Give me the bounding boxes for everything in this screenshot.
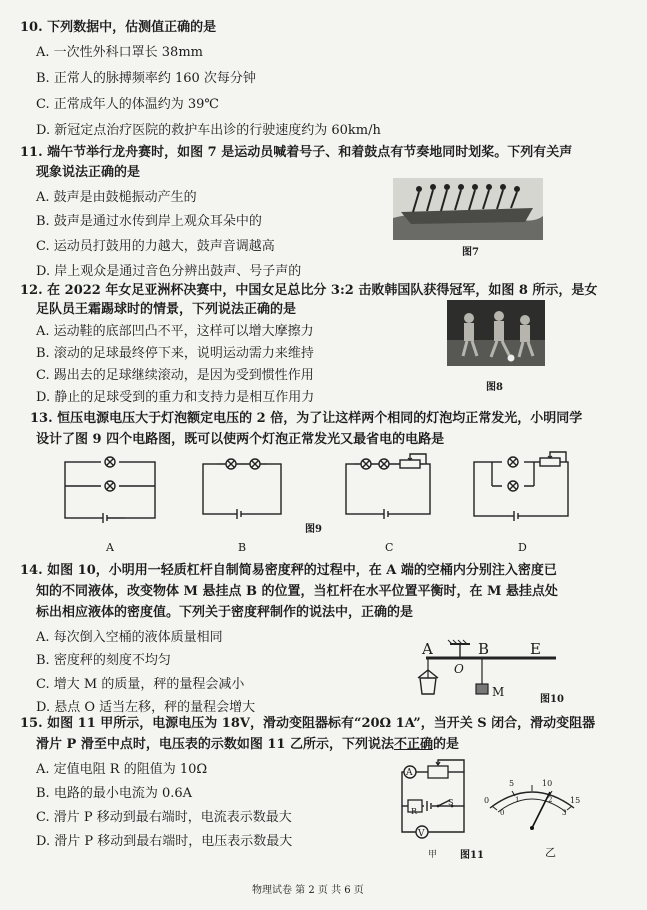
q12-stem-line2: 足队员王霜踢球时的情景，下列说法正确的是 xyxy=(36,302,297,317)
q10-stem: 10. 下列数据中，估测值正确的是 xyxy=(20,20,217,35)
circuit-a-diagram xyxy=(63,458,159,522)
figure-10-caption: 图10 xyxy=(540,694,564,705)
q15-stem-main: 滑片 P 滑至中点时，电压表的示数如图 11 乙所示，下列说法 xyxy=(36,737,394,752)
q11-stem-line1: 11. 端午节举行龙舟赛时，如图 7 是运动员喊着号子、和着鼓点有节奏地同时划桨。下列有关声 xyxy=(20,145,573,160)
q15-option-d: D. 滑片 P 移动到最右端时，电压表示数最大 xyxy=(36,834,293,849)
resistor-label: R xyxy=(411,807,418,816)
q15-option-b: B. 电路的最小电流为 0.6A xyxy=(36,786,193,801)
q12-option-c: C. 踢出去的足球继续滚动，是因为受到惯性作用 xyxy=(36,368,314,383)
dial-inner-0: 0 xyxy=(500,809,505,817)
q14-option-b: B. 密度秤的刻度不均匀 xyxy=(36,653,171,668)
q12-option-b: B. 滚动的足球最终停下来，说明运动需力来维持 xyxy=(36,346,314,361)
voltmeter-symbol: V xyxy=(418,829,425,839)
circuit-d-label: D xyxy=(518,541,527,554)
q11-stem-line2: 现象说法正确的是 xyxy=(36,165,141,180)
q14-option-c: C. 增大 M 的质量，秤的量程会减小 xyxy=(36,677,245,692)
lever-label-b: B xyxy=(478,640,490,658)
q10-option-b: B. 正常人的脉搏频率约 160 次每分钟 xyxy=(36,71,256,86)
ammeter-symbol: A xyxy=(406,768,413,778)
lever-label-e: E xyxy=(530,640,541,658)
voltmeter-dial xyxy=(484,772,580,832)
q14-stem-line1: 14. 如图 10，小明用一轻质杠杆自制简易密度秤的过程中，在 A 端的空桶内分别注入密度已 xyxy=(20,563,557,578)
q15-stem-line2 xyxy=(36,737,459,753)
q14-stem-line3: 标出相应液体的密度值。下列关于密度秤制作的说法中，正确的是 xyxy=(36,605,414,620)
figure-7-caption: 图7 xyxy=(462,247,479,258)
q15-stem-emphasis: 不正确 xyxy=(393,737,433,752)
football-photo-figure xyxy=(447,300,545,366)
q13-stem-line1: 13. 恒压电源电压大于灯泡额定电压的 2 倍，为了让这样两个相同的灯泡均正常发光，小明同学 xyxy=(30,411,583,426)
lever-label-o: O xyxy=(454,662,464,676)
switch-label: S xyxy=(448,798,454,807)
circuit-c-label: C xyxy=(385,541,394,554)
q14-option-a: A. 每次倒入空桶的液体质量相同 xyxy=(36,630,223,645)
q10-option-c: C. 正常成年人的体温约为 39℃ xyxy=(36,97,219,112)
dial-tick-15: 15 xyxy=(570,796,581,805)
lever-label-m: M xyxy=(492,685,505,699)
q15-stem-tail: 的是 xyxy=(433,737,460,752)
circuit-d-diagram xyxy=(472,452,572,522)
q15-option-a: A. 定值电阻 R 的阻值为 10Ω xyxy=(36,762,208,777)
circuit-b-diagram xyxy=(201,458,285,518)
q12-stem-line1: 12. 在 2022 年女足亚洲杯决赛中，中国女足总比分 3:2 击败韩国队获得冠军，如图 8 所示，是女 xyxy=(20,283,598,298)
q14-option-d: D. 悬点 O 适当左移，秤的量程会增大 xyxy=(36,700,256,715)
circuit-a-label: A xyxy=(106,541,114,554)
q15-stem-line1: 15. 如图 11 甲所示，电源电压为 18V，滑动变阻器标有“20Ω 1A”，当开关 S 闭合，滑动变阻器 xyxy=(20,716,596,731)
figure-11-jia: 甲 xyxy=(428,850,438,860)
dial-inner-2: 2 xyxy=(548,796,553,804)
dial-tick-5: 5 xyxy=(509,779,515,788)
figure-9-caption: 图9 xyxy=(305,524,322,535)
q13-stem-line2: 设计了图 9 四个电路图，既可以使两个灯泡正常发光又最省电的电路是 xyxy=(36,432,445,447)
q12-option-d: D. 静止的足球受到的重力和支持力是相互作用力 xyxy=(36,390,315,405)
q11-option-b: B. 鼓声是通过水传到岸上观众耳朵中的 xyxy=(36,214,262,229)
circuit-b-label: B xyxy=(238,541,247,554)
q11-option-a: A. 鼓声是由鼓槌振动产生的 xyxy=(36,190,197,205)
circuit-c-diagram xyxy=(344,452,434,518)
dial-inner-1: 1 xyxy=(515,796,520,804)
dial-tick-0: 0 xyxy=(484,796,490,805)
q11-option-d: D. 岸上观众是通过音色分辨出鼓声、号子声的 xyxy=(36,264,302,279)
q10-option-d: D. 新冠定点治疗医院的救护车出诊的行驶速度约为 60km/h xyxy=(36,123,381,138)
dial-inner-3: 3 xyxy=(562,809,567,817)
page-footer: 物理试卷 第 2 页 共 6 页 xyxy=(252,885,364,896)
figure-11-yi: 乙 xyxy=(545,846,556,859)
lever-label-a: A xyxy=(422,640,433,658)
q12-option-a: A. 运动鞋的底部凹凸不平，这样可以增大摩擦力 xyxy=(36,324,314,339)
q10-option-a: A. 一次性外科口罩长 38mm xyxy=(36,45,203,60)
dial-tick-10: 10 xyxy=(542,779,553,788)
q11-option-c: C. 运动员打鼓用的力越大，鼓声音调越高 xyxy=(36,239,275,254)
figure-8-caption: 图8 xyxy=(486,382,503,393)
q15-option-c: C. 滑片 P 移动到最右端时，电流表示数最大 xyxy=(36,810,292,825)
q14-stem-line2: 知的不同液体，改变物体 M 悬挂点 B 的位置，当杠杆在水平位置平衡时，在 M 悬挂点处 xyxy=(36,584,558,599)
dragon-boat-figure xyxy=(393,178,543,240)
figure-11-caption: 图11 xyxy=(460,850,484,861)
